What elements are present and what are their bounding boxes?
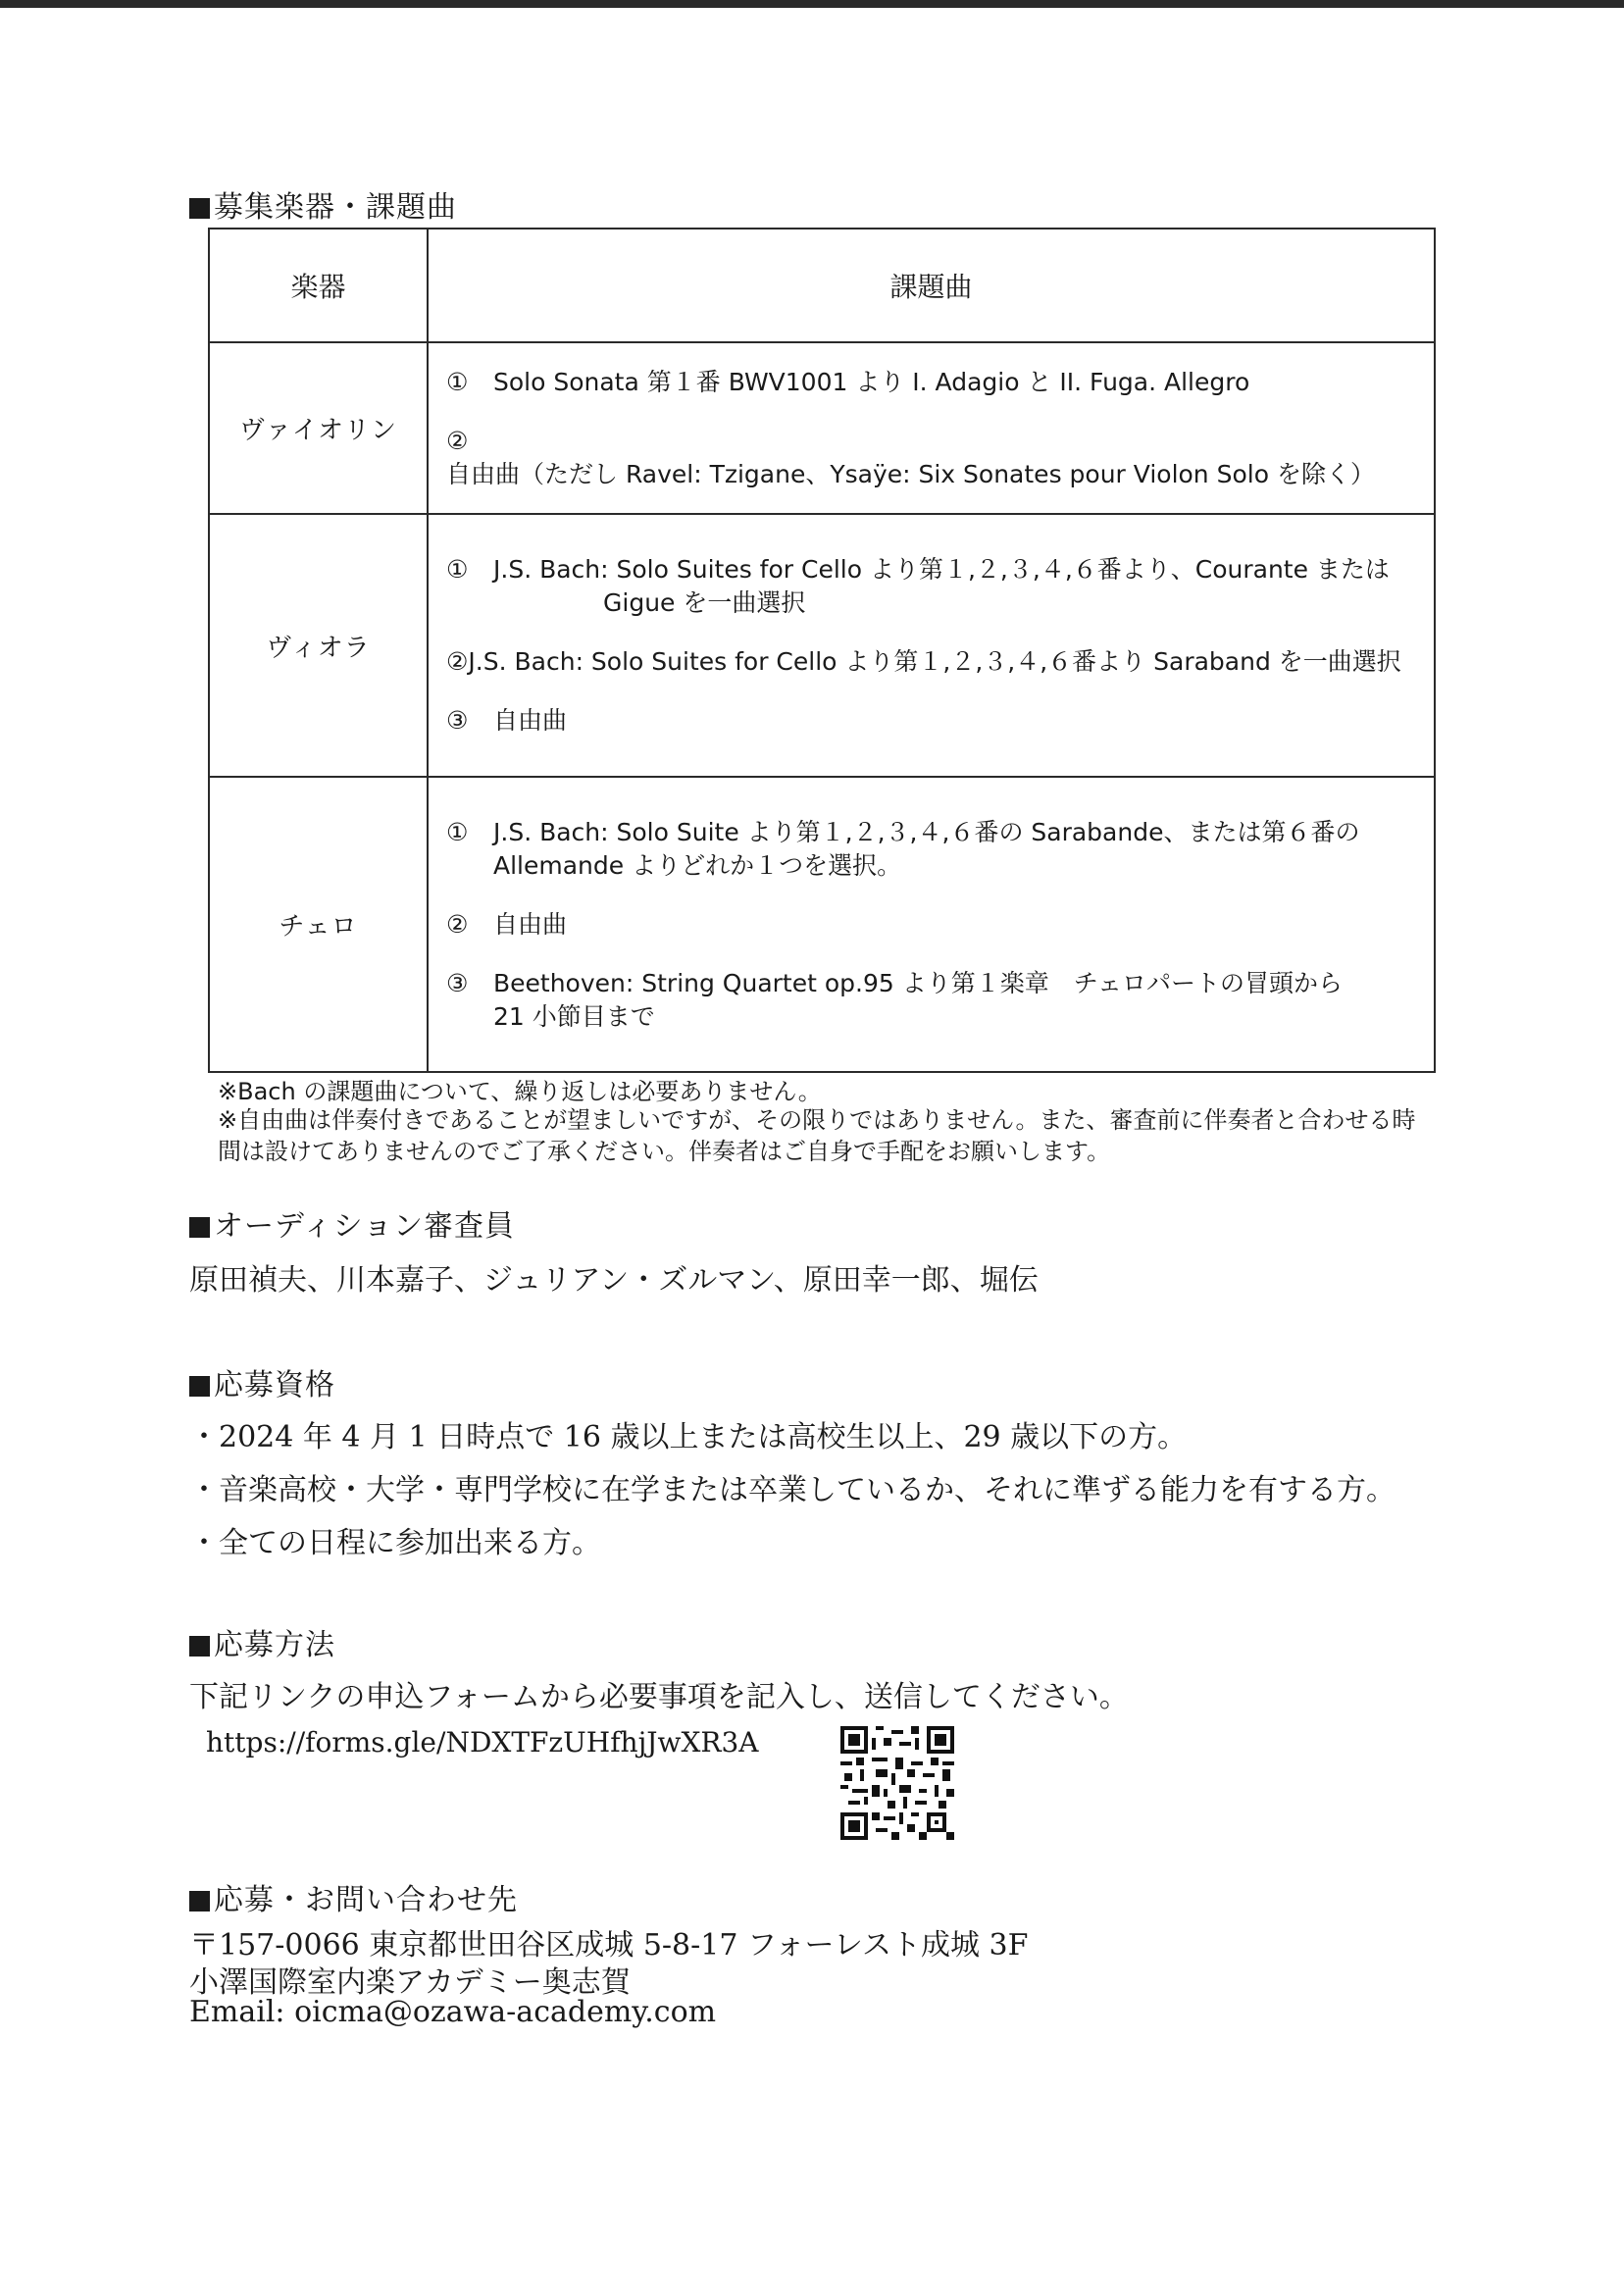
contact-organization: 小澤国際室内楽アカデミー奥志賀	[189, 1965, 631, 2000]
section-heading-eligibility: 応募資格	[189, 1360, 335, 1403]
square-bullet-icon	[189, 1217, 210, 1238]
table-row-violin	[209, 342, 1435, 514]
jury-names: 原田禎夫、川本嘉子、ジュリアン・ズルマン、原田幸一郎、堀伝	[189, 1263, 1039, 1298]
list-item: ②J.S. Bach: Solo Suites for Cello より第１,２,３,４,６番より Saraband を一曲選択	[446, 647, 1401, 676]
square-bullet-icon	[189, 1636, 210, 1657]
repertoire-table	[208, 228, 1436, 1073]
instrument-cello: チェロ	[209, 777, 428, 1072]
eligibility-schedule: ・全ての日程に参加出来る方。	[189, 1526, 601, 1560]
table-row-cello	[209, 777, 1435, 1072]
instrument-violin: ヴァイオリン	[209, 342, 428, 514]
list-item: ③ Beethoven: String Quartet op.95 より第１楽章 チェロパートの冒頭から 21 小節目まで	[446, 968, 1343, 1031]
method-instructions: 下記リンクの申込フォームから必要事項を記入し、送信してください。	[189, 1680, 1129, 1714]
scan-top-edge	[0, 0, 1624, 8]
application-form-link[interactable]: https://forms.gle/NDXTFzUHfhjJwXR3A	[206, 1726, 759, 1759]
contact-email[interactable]: Email: oicma@ozawa-academy.com	[189, 1995, 717, 2029]
section-heading-contact: 応募・お問い合わせ先	[189, 1875, 518, 1918]
table-row-viola	[209, 514, 1435, 777]
eligibility-age: ・2024 年 4 月 1 日時点で 16 歳以上または高校生以上、29 歳以下の方。	[189, 1420, 1188, 1454]
list-item: ① Solo Sonata 第１番 BWV1001 より I. Adagio と II. Fuga. Allegro	[446, 367, 1250, 396]
section-heading-instruments: 募集楽器・課題曲	[189, 182, 457, 226]
section-heading-jury: オーディション審査員	[189, 1201, 515, 1245]
instrument-viola: ヴィオラ	[209, 514, 428, 777]
pieces-cello	[428, 777, 1435, 1072]
square-bullet-icon	[189, 1376, 210, 1397]
note-bach: ※Bach の課題曲について、繰り返しは必要ありません。	[218, 1078, 822, 1105]
square-bullet-icon	[189, 1891, 210, 1912]
list-item: ① J.S. Bach: Solo Suites for Cello より第１,２,３,４,６番より、Courante または Gigue を一曲選択	[446, 555, 1390, 617]
eligibility-school: ・音楽高校・大学・専門学校に在学または卒業しているか、それに準ずる能力を有する方。	[189, 1473, 1396, 1507]
pieces-violin	[428, 342, 1435, 514]
list-item: ②自由曲（ただし Ravel: Tzigane、Ysaÿe: Six Sonates pour Violon Solo を除く）	[446, 426, 1375, 488]
contact-address: 〒157-0066 東京都世田谷区成城 5-8-17 フォーレスト成城 3F	[189, 1928, 1029, 1963]
header-instrument: 楽器	[209, 229, 428, 342]
list-item: ① J.S. Bach: Solo Suite より第１,２,３,４,６番の Sarabande、または第６番の Allemande よりどれか１つを選択。	[446, 817, 1360, 880]
list-item: ③ 自由曲	[446, 706, 568, 735]
pieces-viola	[428, 514, 1435, 777]
note-accompaniment: ※自由曲は伴奏付きであることが望ましいですが、その限りではありません。また、審査前に伴奏者と合わせる時間は設けてありませんのでご了承ください。伴奏者はご自身で手配をお願いします。	[218, 1106, 1416, 1165]
square-bullet-icon	[189, 198, 210, 219]
table-header-row	[209, 229, 1435, 342]
header-pieces: 課題曲	[428, 229, 1435, 342]
section-heading-method: 応募方法	[189, 1620, 335, 1663]
list-item: ② 自由曲	[446, 909, 568, 939]
qr-code-icon[interactable]	[840, 1726, 954, 1840]
